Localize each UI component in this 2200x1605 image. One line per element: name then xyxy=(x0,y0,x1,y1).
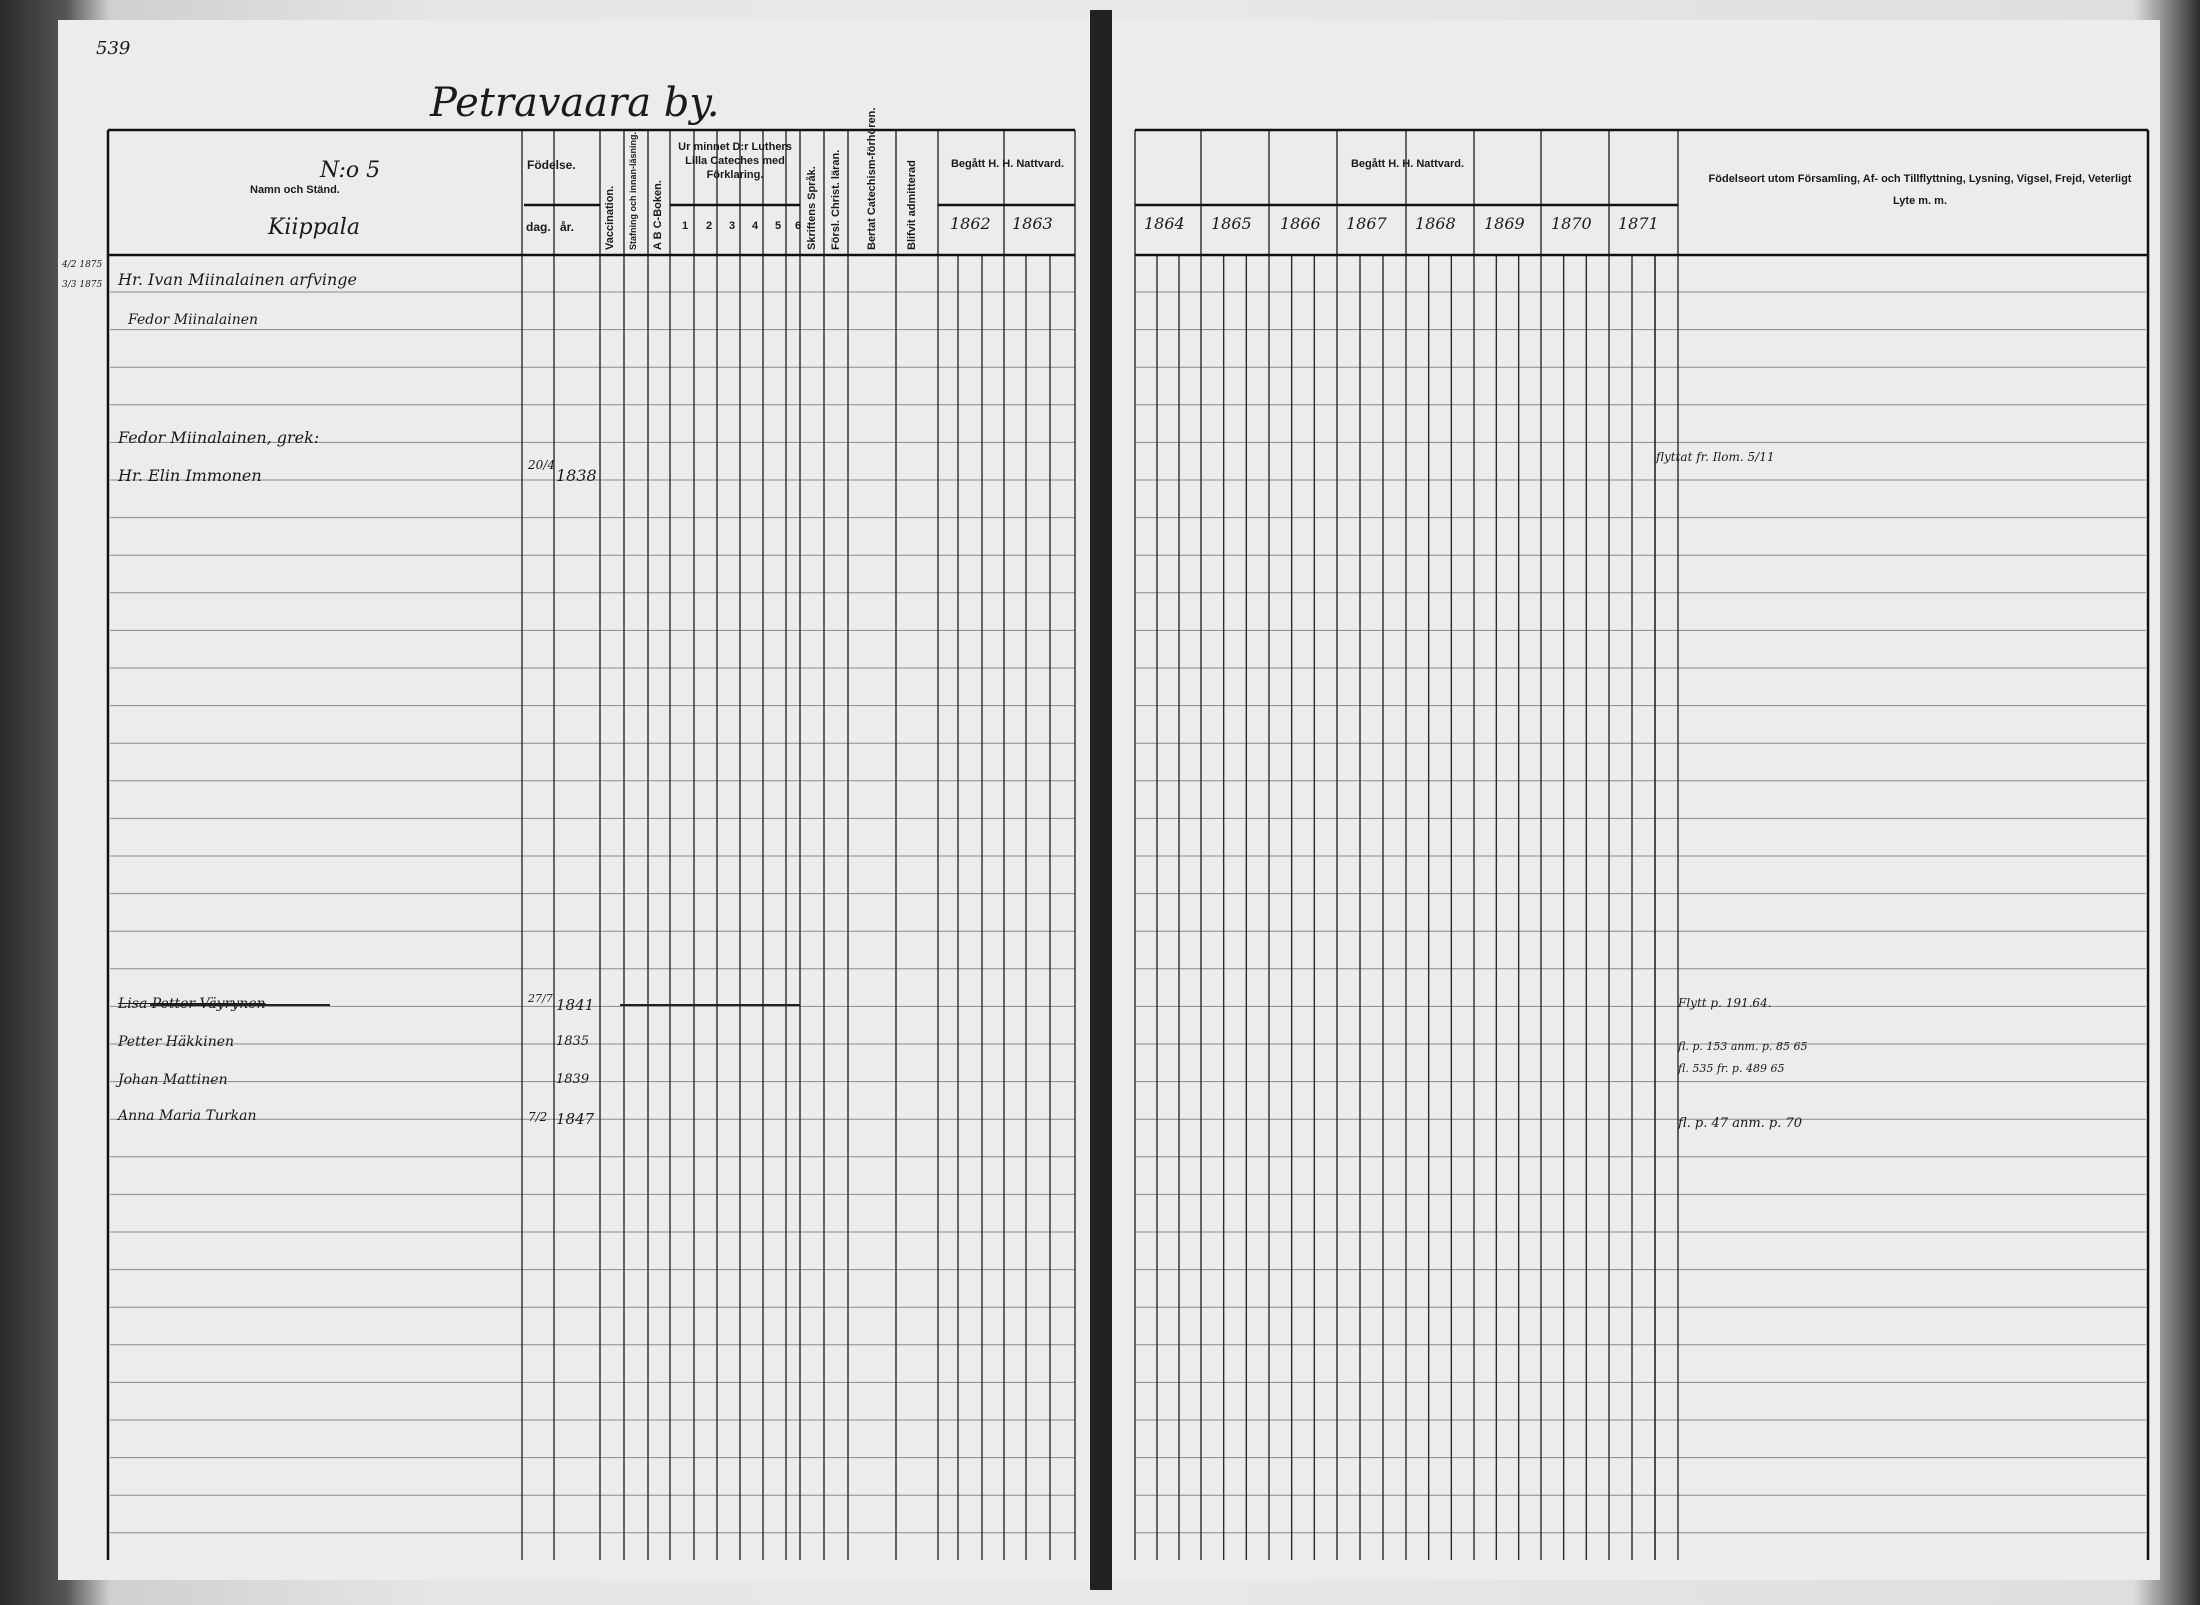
year-1870: 1870 xyxy=(1551,214,1592,233)
entry-remark-3: flyttat fr. Ilom. 5/11 xyxy=(1656,450,1775,464)
catechism-header: Ur minnet D:r Luthers Lilla Cateches med Förklaring. xyxy=(678,141,792,181)
vaccination-header: Vaccination. xyxy=(604,185,616,250)
entry-remark-6: fl. p. 153 anm. p. 85 65 xyxy=(1678,1040,1808,1053)
christianity-header: Försl. Christ. läran. xyxy=(830,149,842,250)
year-1868: 1868 xyxy=(1415,214,1456,233)
margin-note-1: 4/2 1875 xyxy=(62,260,103,270)
communion-header-left: Begått H. H. Nattvard. xyxy=(950,158,1065,170)
village-title: Petravaara by. xyxy=(430,80,720,126)
catechism-part-3: 3 xyxy=(729,220,736,232)
year-1869: 1869 xyxy=(1484,214,1525,233)
entry-name-7: Johan Mattinen xyxy=(118,1072,228,1088)
catechism-part-5: 5 xyxy=(775,220,782,232)
entry-name-1: Hr. Ivan Miinalainen arfvinge xyxy=(118,270,357,289)
entry-name-2: Fedor Miinalainen xyxy=(128,312,259,328)
entry-name-5: Lisa Petter Väyrynen xyxy=(118,996,266,1012)
entry-name-3: Fedor Miinalainen, grek: xyxy=(118,428,320,447)
year-1865: 1865 xyxy=(1211,214,1252,233)
entry-day-5: 27/7 xyxy=(528,992,553,1005)
bertat-header: Bertat Catechism-förhören. xyxy=(866,107,878,250)
communion-header-right: Begått H. H. Nattvard. xyxy=(1350,158,1465,170)
entry-year-3: 1838 xyxy=(556,466,597,485)
page-number: 539 xyxy=(96,38,131,59)
abc-header: A B C-Boken. xyxy=(652,180,664,250)
entry-remark-8: fl. p. 47 anm. p. 70 xyxy=(1678,1116,1803,1131)
scripture-header: Skriftens Språk. xyxy=(806,166,818,250)
catechism-part-2: 2 xyxy=(706,220,713,232)
year-1867: 1867 xyxy=(1346,214,1387,233)
entry-remark-7: fl. 535 fr. p. 489 65 xyxy=(1678,1062,1785,1075)
year-1862: 1862 xyxy=(950,214,991,233)
catechism-part-6: 6 xyxy=(795,220,802,232)
entry-remark-5: Flytt p. 191.64. xyxy=(1678,996,1772,1010)
entry-name-6: Petter Häkkinen xyxy=(118,1034,235,1050)
entry-name-4: Hr. Elin Immonen xyxy=(118,466,262,485)
admitted-header: Blifvit admitterad xyxy=(906,160,918,250)
entry-year-6: 1835 xyxy=(556,1034,590,1049)
year-1864: 1864 xyxy=(1144,214,1185,233)
day-header: dag. xyxy=(526,220,551,234)
entry-year-8: 1847 xyxy=(556,1110,595,1128)
year-1863: 1863 xyxy=(1012,214,1053,233)
reading-header: Stafning och innan-läsning. xyxy=(628,132,638,250)
entry-day-8: 7/2 xyxy=(528,1110,548,1124)
entry-year-5: 1841 xyxy=(556,996,595,1014)
name-column-header: Namn och Ständ. xyxy=(250,184,340,196)
birth-header: Födelse. xyxy=(527,158,576,172)
farm-name: Kiippala xyxy=(268,215,360,240)
entry-name-8: Anna Maria Turkan xyxy=(118,1108,257,1124)
year-1871: 1871 xyxy=(1618,214,1659,233)
year-1866: 1866 xyxy=(1280,214,1321,233)
record-number: N:o 5 xyxy=(320,158,381,183)
remarks-header: Födelseort utom Församling, Af- och Tillflyttning, Lysning, Vigsel, Frejd, Veterligt Lyte m. m. xyxy=(1708,173,2132,207)
catechism-part-4: 4 xyxy=(752,220,759,232)
margin-note-2: 3/3 1875 xyxy=(62,280,103,290)
year-header: år. xyxy=(560,220,575,234)
catechism-part-1: 1 xyxy=(682,220,689,232)
entry-year-7: 1839 xyxy=(556,1072,590,1087)
entry-day-3: 20/4 xyxy=(528,458,555,472)
